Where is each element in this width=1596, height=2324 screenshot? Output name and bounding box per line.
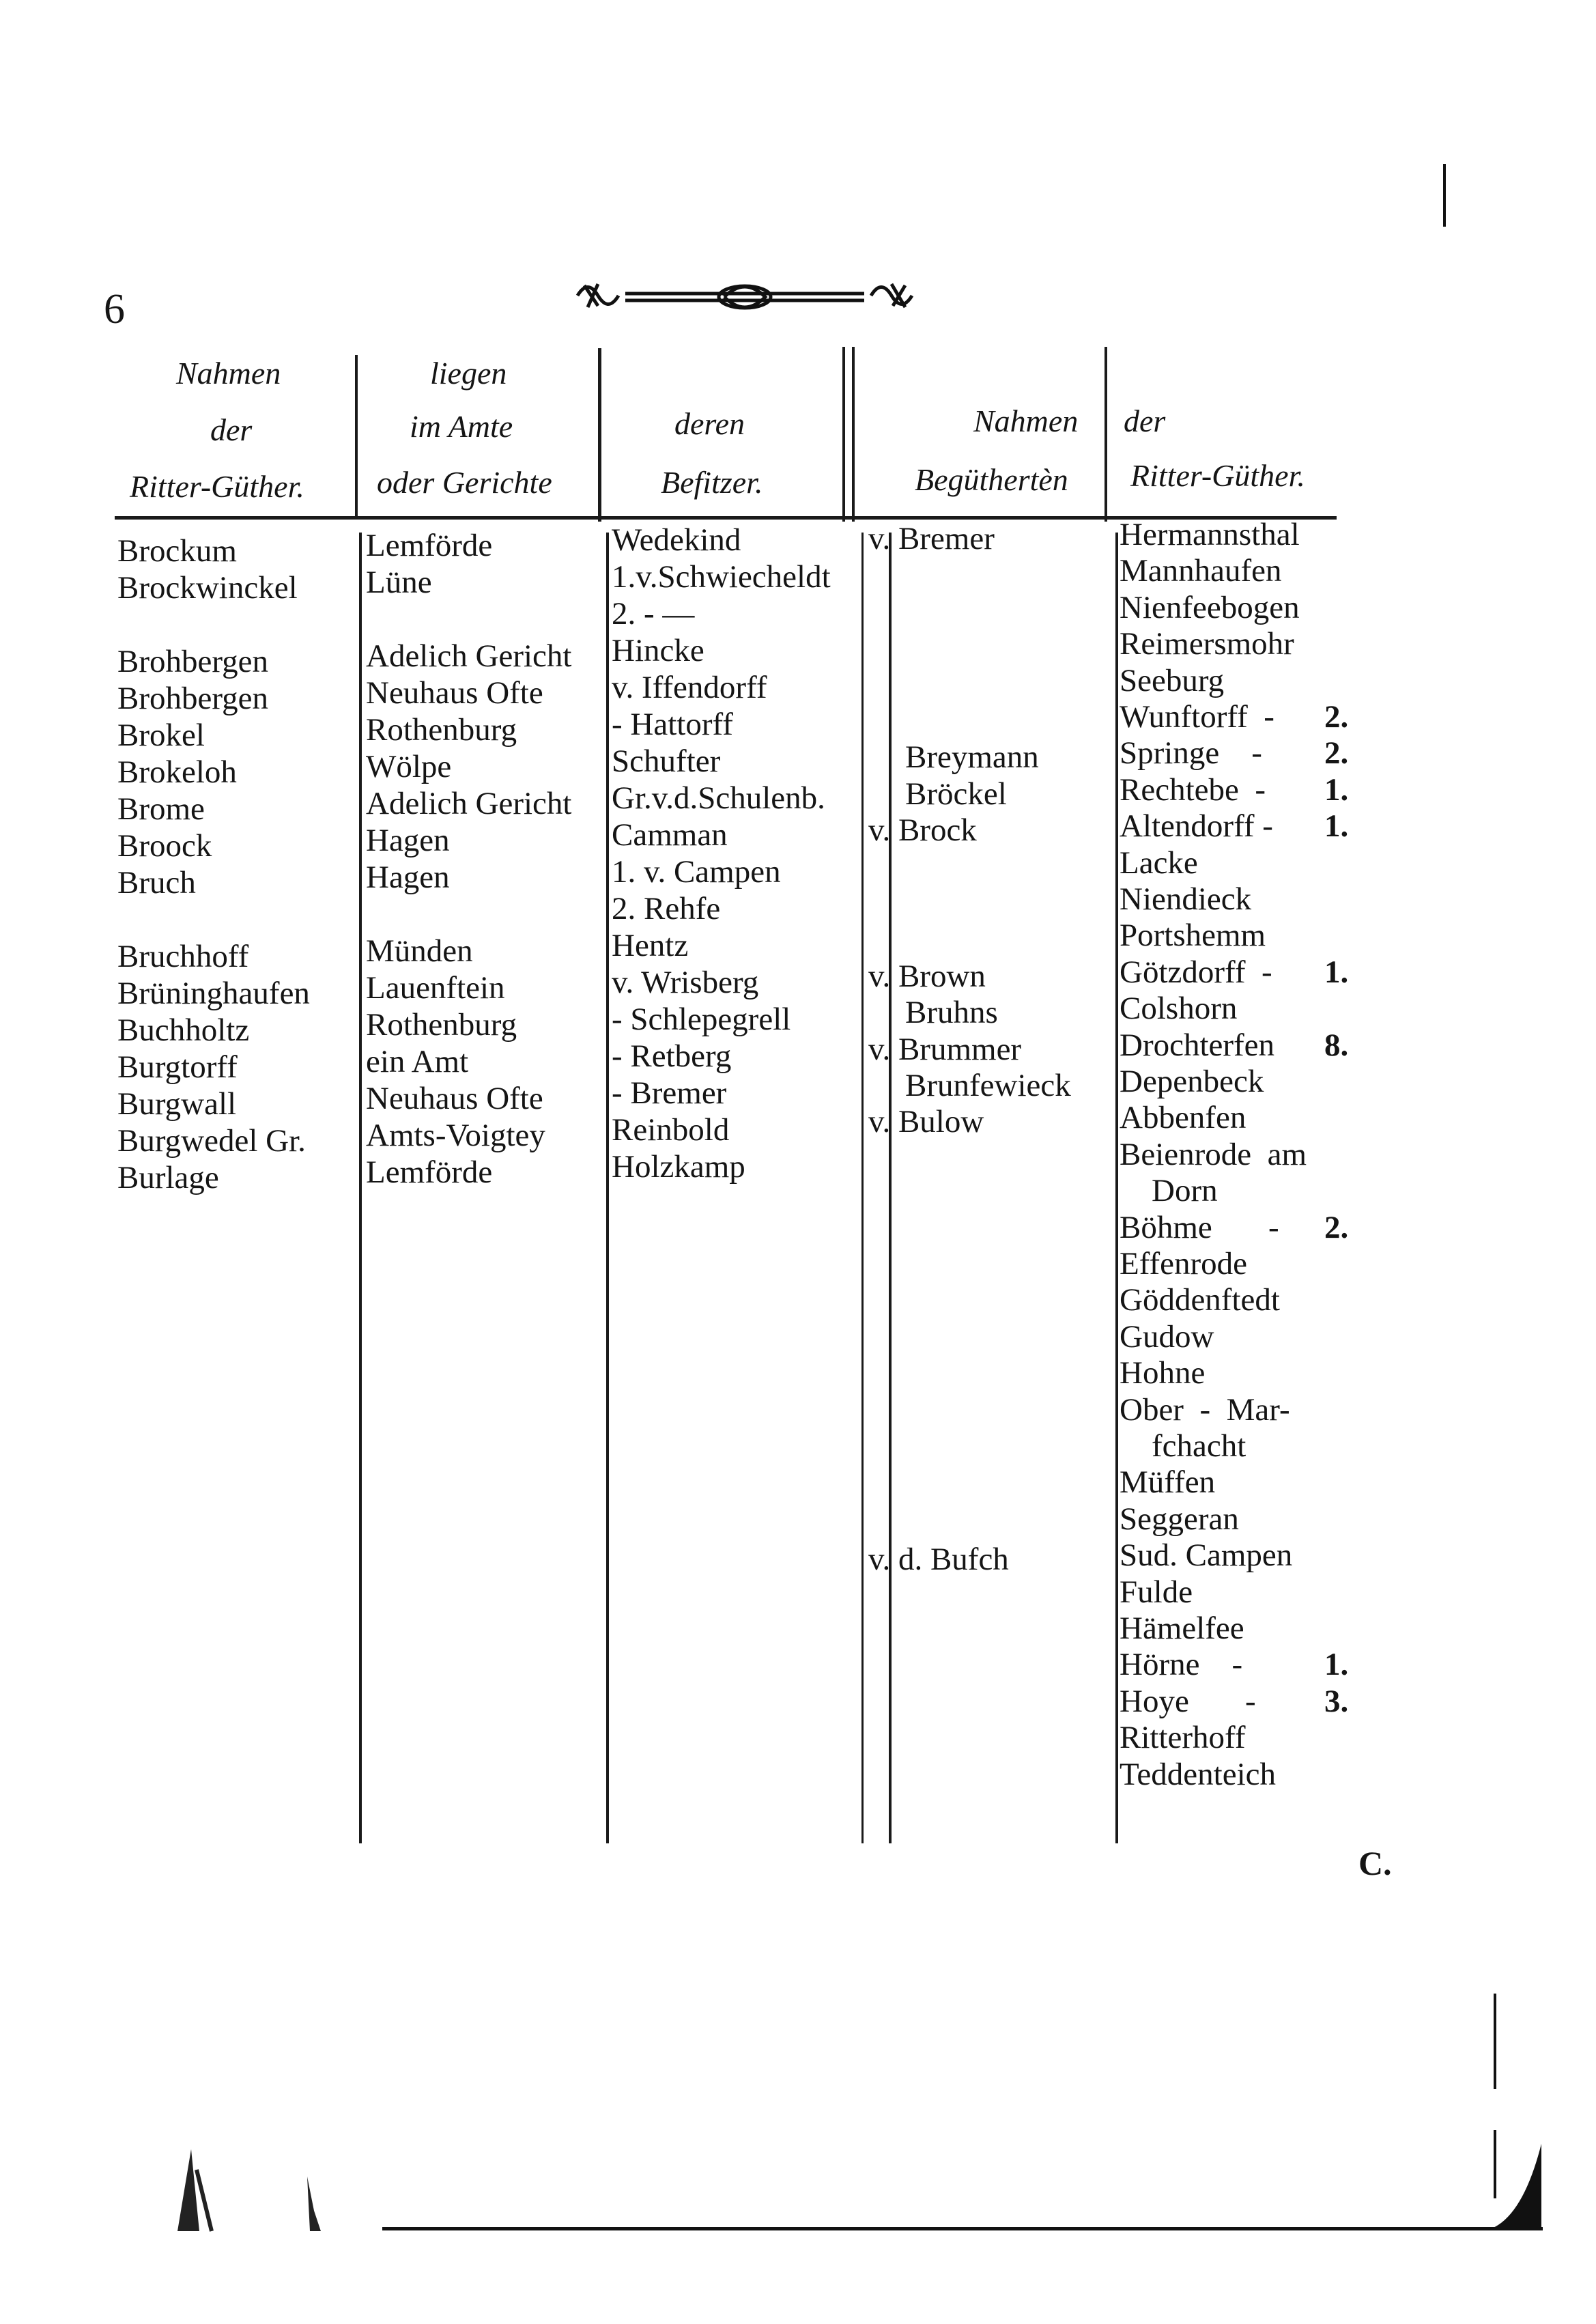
estate-name-right (1120, 1428, 1246, 1464)
owner-name: Hincke (612, 633, 704, 668)
landowner-name: Brunfewieck (905, 1068, 1071, 1103)
estate-name-right (1120, 625, 1294, 662)
landowner-name: Bruhns (905, 995, 998, 1031)
estate-name-right-text: Hermannsthal (1120, 517, 1300, 552)
estate-count: 1. (1324, 808, 1349, 845)
owner-name: Camman (612, 817, 728, 853)
estate-name-right (1120, 1391, 1290, 1428)
estate-name-right-text: Ritterhoff (1120, 1720, 1246, 1756)
header-col4-line2: Begüthertèn (915, 462, 1068, 497)
office-court: Neuhaus Ofte (366, 675, 543, 711)
estate-name-right-text: Teddenteich (1120, 1756, 1276, 1792)
estate-name-right-text: Reimersmohr (1120, 626, 1294, 662)
estate-count: 2. (1324, 1209, 1349, 1245)
estate-name-right-text: Seeburg (1120, 662, 1225, 698)
estate-name-right (1120, 1281, 1280, 1318)
estate-name-right (1120, 662, 1224, 699)
header-col3-line1: deren (674, 406, 745, 441)
estate-name-right-text: Hämelfee (1120, 1611, 1244, 1646)
estate-name-right (1120, 1172, 1218, 1209)
estate-name-right (1120, 881, 1251, 918)
header-col1-line2: der (210, 412, 253, 447)
edge-mark (1443, 164, 1446, 227)
estate-name-right (1120, 1464, 1215, 1501)
owner-name: Schufter (612, 743, 721, 779)
owner-name: v. Wrisberg (612, 965, 759, 1000)
estate-name-right (1120, 552, 1282, 589)
header-col1-line3: Ritter-Güther. (130, 469, 304, 504)
edge-mark (1494, 1994, 1496, 2089)
estate-name-right (1120, 917, 1266, 954)
ornament-icon (571, 272, 919, 320)
estate-name-right (1120, 1574, 1193, 1611)
estate-name-right-text: Wunftorff - (1120, 699, 1274, 735)
estate-name-right-text: Gudow (1120, 1318, 1214, 1355)
estate-name: Broock (117, 828, 212, 864)
header-col5-line2: Ritter-Güther. (1130, 458, 1305, 493)
estate-name-right-text: Niendieck (1120, 881, 1252, 917)
column-separator-4 (1115, 533, 1118, 1843)
estate-name-right-text: Fulde (1120, 1574, 1193, 1610)
landowner-name: v. d. Bufch (868, 1542, 1009, 1578)
estate-name-right-text: Drochterfen (1120, 1027, 1275, 1063)
header-col3-line2: Befitzer. (661, 465, 763, 500)
column-separator-3b (889, 533, 892, 1843)
estate-name-right-text: Mannhaufen (1120, 553, 1282, 589)
owner-name: Gr.v.d.Schulenb. (612, 780, 825, 816)
office-court: Münden (366, 933, 473, 969)
estate-name-right-text: Müffen (1120, 1464, 1216, 1501)
estate-name-right (1120, 1318, 1214, 1355)
estate-name-right (1120, 1756, 1276, 1793)
estate-name-right-text: fchacht (1120, 1428, 1246, 1464)
estate-count: 2. (1324, 735, 1349, 771)
estate-name-right-text: Altendorff - (1120, 808, 1273, 845)
office-court: ein Amt (366, 1044, 469, 1079)
estate-name: Bruchhoff (117, 939, 249, 974)
estate-name: Brohbergen (117, 681, 269, 716)
estate-name-right (1120, 845, 1198, 881)
landowner-name: v. Brown (868, 958, 986, 994)
estate-name-right (1120, 1027, 1349, 1064)
estate-name-right (1120, 1501, 1239, 1537)
estate-name: Burlage (117, 1160, 219, 1195)
page-fold-icon (1488, 2144, 1543, 2233)
estate-name: Brüninghaufen (117, 976, 310, 1011)
estate-count: 1. (1324, 954, 1349, 990)
estate-name-right (1120, 1245, 1247, 1282)
bottom-scan-marks-icon (164, 2129, 334, 2238)
estate-name-right (1120, 698, 1349, 735)
header-col2-line3: oder Gerichte (377, 465, 552, 500)
estate-name-right (1120, 1099, 1246, 1136)
landowner-name: v. Bremer (868, 521, 995, 556)
estate-name-right (1120, 771, 1349, 808)
office-court: Lauenftein (366, 970, 505, 1006)
estate-name-right-text: Göddenftedt (1120, 1282, 1280, 1318)
office-court: Rothenburg (366, 712, 517, 748)
owner-name: 1. v. Campen (612, 854, 781, 890)
office-court: Rothenburg (366, 1007, 517, 1043)
estate-name-right (1120, 1537, 1292, 1574)
estate-name-right (1120, 1136, 1307, 1173)
estate-name-right (1120, 1610, 1244, 1647)
estate-name: Brome (117, 791, 205, 827)
landowner-name: Bröckel (905, 776, 1007, 812)
page-number: 6 (104, 286, 125, 332)
estate-name-right-text: Seggeran (1120, 1501, 1239, 1537)
estate-name-right-text: Ober - Mar- (1120, 1391, 1290, 1428)
estate-name-right-text: Portshemm (1120, 918, 1266, 954)
estate-name: Brockum (117, 533, 237, 569)
office-court: Adelich Gericht (366, 786, 572, 821)
column-separator-3a (861, 533, 864, 1843)
estate-count: 8. (1324, 1027, 1349, 1063)
office-court: Wölpe (366, 749, 452, 784)
office-court: Hagen (366, 860, 450, 895)
owner-name: - Retberg (612, 1038, 732, 1074)
estate-count: 2. (1324, 699, 1349, 735)
estate-name: Buchholtz (117, 1012, 250, 1048)
estate-name-right (1120, 516, 1300, 553)
estate-name-right-text: Sud. Campen (1120, 1537, 1293, 1574)
estate-count: 3. (1324, 1683, 1349, 1719)
estate-name-right-text: Colshorn (1120, 991, 1238, 1027)
office-court: Adelich Gericht (366, 638, 572, 674)
estate-name-right (1120, 589, 1300, 626)
owner-name: - Bremer (612, 1075, 727, 1111)
estate-name-right-text: Depenbeck (1120, 1064, 1264, 1099)
header-col5-line1: der (1124, 403, 1166, 438)
office-court: Amts-Voigtey (366, 1118, 545, 1153)
estate-name-right (1120, 1355, 1205, 1391)
estate-name: Bruch (117, 865, 196, 901)
office-court: Lemförde (366, 1154, 493, 1190)
estate-name: Brockwinckel (117, 570, 298, 606)
estate-name-right-text: Effenrode (1120, 1246, 1248, 1281)
estate-name: Brokeloh (117, 754, 237, 790)
header-separator-4 (1105, 347, 1107, 522)
estate-name-right-text: Hohne (1120, 1355, 1206, 1391)
catchword: C. (1358, 1844, 1392, 1882)
office-court: Neuhaus Ofte (366, 1081, 543, 1116)
header-separator-2 (598, 348, 601, 522)
office-court: Lemförde (366, 528, 493, 563)
bottom-rule (382, 2227, 1543, 2230)
estate-name-right-text: Nienfeebogen (1120, 589, 1300, 625)
estate-name-right (1120, 1719, 1246, 1756)
estate-name-right-text: Hörne - (1120, 1647, 1243, 1683)
estate-name-right-text: Abbenfen (1120, 1100, 1246, 1136)
landowner-name: v. Brummer (868, 1031, 1022, 1067)
landowner-name: v. Bulow (868, 1104, 984, 1140)
estate-name-right (1120, 990, 1237, 1027)
estate-name-right (1120, 954, 1349, 991)
estate-count: 1. (1324, 771, 1349, 808)
owner-name: - Hattorff (612, 707, 733, 742)
estate-name-right (1120, 1646, 1349, 1683)
estate-name-right (1120, 1683, 1349, 1720)
owner-name: - Schlepegrell (612, 1002, 791, 1037)
estate-name: Burgtorff (117, 1049, 238, 1085)
estate-name: Brokel (117, 718, 205, 753)
estate-name-right (1120, 735, 1349, 771)
estate-name: Burgwedel Gr. (117, 1123, 306, 1159)
header-separator-3b (852, 347, 855, 522)
header-separator-1 (355, 355, 358, 519)
header-col1-line1: Nahmen (176, 356, 281, 391)
estate-name: Brohbergen (117, 644, 269, 679)
owner-name: Hentz (612, 928, 689, 963)
owner-name: 1.v.Schwiecheldt (612, 559, 831, 595)
estate-name-right (1120, 1209, 1349, 1246)
column-separator-2 (606, 533, 609, 1843)
owner-name: 2. - — (612, 596, 695, 632)
estate-name-right-text: Beienrode am (1120, 1136, 1307, 1172)
owner-name: v. Iffendorff (612, 670, 767, 705)
office-court: Lüne (366, 565, 432, 600)
estate-name-right-text: Götzdorff - (1120, 954, 1272, 990)
estate-name-right-text: Springe - (1120, 735, 1262, 771)
owner-name: Reinbold (612, 1112, 730, 1148)
estate-name: Burgwall (117, 1086, 237, 1122)
header-col4-line1: Nahmen (973, 403, 1079, 438)
estate-name-right-text: Rechtebe - (1120, 771, 1266, 808)
estate-count: 1. (1324, 1647, 1349, 1683)
owner-name: Wedekind (612, 522, 741, 558)
landowner-name: v. Brock (868, 812, 977, 849)
estate-name-right (1120, 1063, 1264, 1100)
estate-name-right (1120, 808, 1349, 845)
estate-name-right-text: Dorn (1120, 1173, 1218, 1209)
column-separator-1 (359, 533, 362, 1843)
landowner-name: Breymann (905, 739, 1039, 776)
owner-name: Holzkamp (612, 1149, 745, 1185)
header-col2-line1: liegen (430, 356, 507, 391)
estate-name-right-text: Böhme - (1120, 1209, 1279, 1245)
office-court: Hagen (366, 823, 450, 858)
header-separator-3a (842, 347, 845, 522)
estate-name-right-text: Hoye - (1120, 1683, 1256, 1719)
estate-name-right-text: Lacke (1120, 845, 1198, 881)
owner-name: 2. Rehfe (612, 891, 721, 926)
header-col2-line2: im Amte (410, 409, 513, 444)
